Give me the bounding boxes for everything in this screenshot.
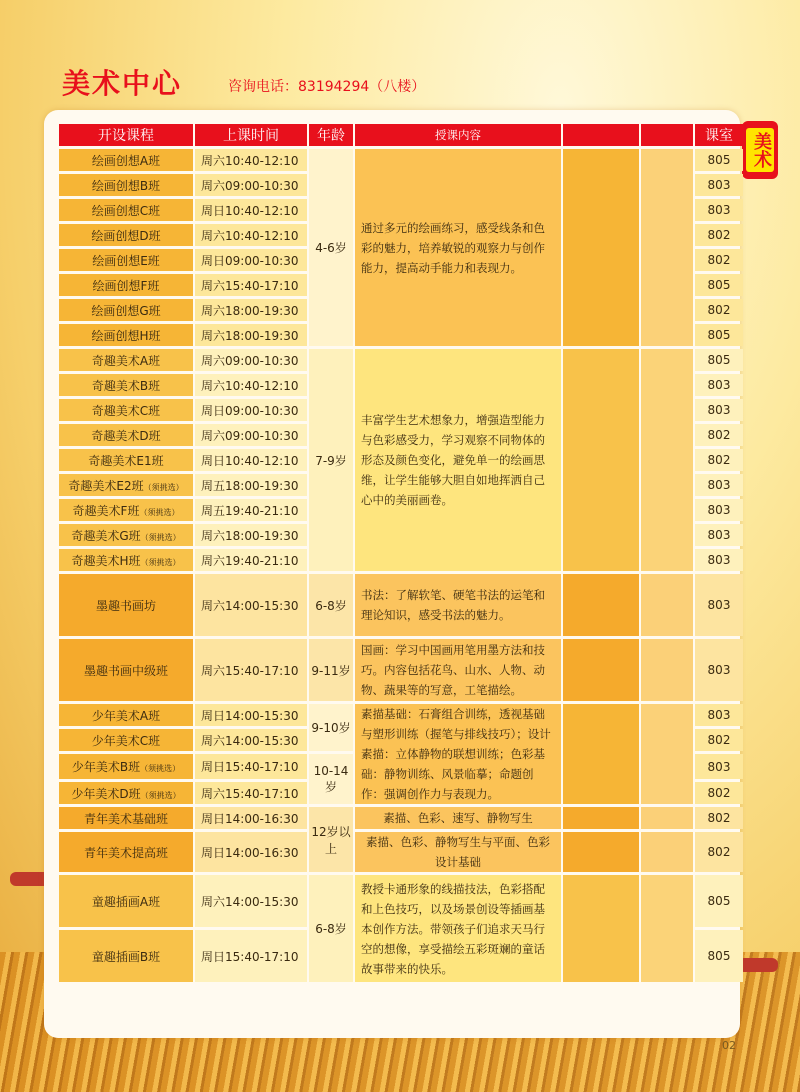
- header-blank-2: [641, 124, 693, 146]
- blank-column: [641, 349, 693, 571]
- classroom-number: 805: [695, 274, 743, 296]
- course-name: [59, 424, 193, 446]
- age-range: 6-8岁: [309, 574, 353, 636]
- course-description: 教授卡通形象的线描技法，色彩搭配和上色技巧，以及场景创设等插画基本创作方法。带领孩子们追求天马行空的想像，享受描绘五彩斑斓的童话故事带来的快乐。: [355, 875, 561, 982]
- table-row: [59, 875, 743, 927]
- selection-note: （须挑选）: [140, 532, 181, 542]
- course-name: [59, 499, 193, 521]
- course-name-text: 青年美术基础班: [83, 811, 168, 826]
- course-name: [59, 639, 193, 701]
- course-name-text: 奇趣美术B班: [91, 378, 161, 393]
- class-time: 周六10:40-12:10: [195, 374, 307, 396]
- blank-column: [563, 704, 639, 804]
- class-time: 周五19:40-21:10: [195, 499, 307, 521]
- class-time: 周六14:00-15:30: [195, 729, 307, 751]
- course-name-text: 奇趣美术G班: [71, 528, 141, 543]
- selection-note: （须挑选）: [143, 482, 184, 492]
- course-name-text: 青年美术提高班: [83, 845, 168, 860]
- course-name: [59, 875, 193, 927]
- class-time: 周六10:40-12:10: [195, 224, 307, 246]
- classroom-number: 803: [695, 754, 743, 779]
- selection-note: （须挑选）: [140, 764, 181, 773]
- blank-column: [563, 875, 639, 982]
- course-name-text: 奇趣美术F班: [72, 503, 140, 518]
- course-schedule-table: [57, 121, 745, 985]
- header-age: 年龄: [309, 124, 353, 146]
- course-name-text: 绘画创想H班: [91, 328, 161, 343]
- blank-column: [641, 704, 693, 804]
- blank-column: [641, 639, 693, 701]
- course-name: [59, 274, 193, 296]
- course-name: [59, 782, 193, 804]
- classroom-number: 803: [695, 199, 743, 221]
- classroom-number: 805: [695, 875, 743, 927]
- course-name: [59, 299, 193, 321]
- blank-column: [641, 832, 693, 872]
- age-range: 7-9岁: [309, 349, 353, 571]
- course-name-text: 少年美术A班: [91, 708, 161, 723]
- age-range: 9-11岁: [309, 639, 353, 701]
- course-name: [59, 704, 193, 726]
- course-description: 国画：学习中国画用笔用墨方法和技巧。内容包括花鸟、山水、人物、动物、蔬果等的写意，工笔描绘。: [355, 639, 561, 701]
- classroom-number: 802: [695, 249, 743, 271]
- course-name: [59, 549, 193, 571]
- course-description: 通过多元的绘画练习，感受线条和色彩的魅力，培养敏锐的观察力与创作能力，提高动手能力和表现力。: [355, 149, 561, 346]
- class-time: 周日15:40-17:10: [195, 754, 307, 779]
- class-time: 周六14:00-15:30: [195, 574, 307, 636]
- course-name: [59, 349, 193, 371]
- classroom-number: 803: [695, 639, 743, 701]
- page-number: 02: [722, 1039, 736, 1052]
- blank-column: [641, 574, 693, 636]
- course-name: [59, 324, 193, 346]
- course-name-text: 绘画创想B班: [91, 178, 161, 193]
- table-row: [59, 704, 743, 726]
- selection-note: （须挑选）: [139, 507, 180, 517]
- class-time: 周六15:40-17:10: [195, 782, 307, 804]
- blank-column: [563, 149, 639, 346]
- classroom-number: 802: [695, 807, 743, 829]
- course-name: [59, 174, 193, 196]
- header-blank-1: [563, 124, 639, 146]
- course-name: [59, 807, 193, 829]
- course-name-text: 奇趣美术E2班: [68, 478, 144, 493]
- age-range: 4-6岁: [309, 149, 353, 346]
- classroom-number: 803: [695, 524, 743, 546]
- course-name: [59, 224, 193, 246]
- class-time: 周五18:00-19:30: [195, 474, 307, 496]
- class-time: 周六09:00-10:30: [195, 424, 307, 446]
- class-time: 周六19:40-21:10: [195, 549, 307, 571]
- course-name-text: 绘画创想A班: [91, 153, 161, 168]
- classroom-number: 803: [695, 499, 743, 521]
- section-tab: [742, 121, 778, 179]
- table-row: [59, 639, 743, 701]
- table-row: [59, 149, 743, 171]
- class-time: 周六18:00-19:30: [195, 324, 307, 346]
- classroom-number: 803: [695, 474, 743, 496]
- class-time: 周六14:00-15:30: [195, 875, 307, 927]
- course-name-text: 少年美术B班: [71, 760, 141, 774]
- course-name-text: 少年美术D班: [71, 786, 141, 801]
- class-time: 周六15:40-17:10: [195, 274, 307, 296]
- header-room: 课室: [695, 124, 743, 146]
- course-name: [59, 149, 193, 171]
- classroom-number: 805: [695, 149, 743, 171]
- course-name: [59, 249, 193, 271]
- course-name: [59, 930, 193, 982]
- course-name-text: 绘画创想C班: [91, 203, 161, 218]
- blank-column: [641, 807, 693, 829]
- classroom-number: 805: [695, 349, 743, 371]
- classroom-number: 802: [695, 782, 743, 804]
- blank-column: [563, 349, 639, 571]
- course-name: [59, 574, 193, 636]
- contact-phone: 咨询电话：83194294（八楼）: [228, 79, 426, 95]
- class-time: 周日14:00-16:30: [195, 807, 307, 829]
- classroom-number: 803: [695, 174, 743, 196]
- class-time: 周日14:00-16:30: [195, 832, 307, 872]
- blank-column: [563, 639, 639, 701]
- classroom-number: 802: [695, 224, 743, 246]
- class-time: 周日14:00-15:30: [195, 704, 307, 726]
- blank-column: [563, 807, 639, 829]
- course-name: [59, 399, 193, 421]
- course-name-text: 绘画创想E班: [92, 253, 160, 268]
- classroom-number: 802: [695, 729, 743, 751]
- table-row: [59, 832, 743, 872]
- blank-column: [641, 875, 693, 982]
- course-description: 素描、色彩、静物写生与平面、色彩设计基础: [355, 832, 561, 872]
- class-time: 周六18:00-19:30: [195, 299, 307, 321]
- course-name-text: 绘画创想G班: [91, 303, 161, 318]
- class-time: 周日15:40-17:10: [195, 930, 307, 982]
- course-description: 书法：了解软笔、硬笔书法的运笔和理论知识，感受书法的魅力。: [355, 574, 561, 636]
- course-name-text: 童趣插画B班: [91, 949, 161, 964]
- course-name-text: 奇趣美术E1班: [88, 453, 164, 468]
- blank-column: [563, 832, 639, 872]
- table-row: [59, 574, 743, 636]
- header-time: 上课时间: [195, 124, 307, 146]
- course-name-text: 绘画创想F班: [92, 278, 160, 293]
- header-course: 开设课程: [59, 124, 193, 146]
- section-tab-label: 美术: [746, 128, 774, 172]
- course-name-text: 奇趣美术H班: [71, 553, 141, 568]
- class-time: 周六09:00-10:30: [195, 174, 307, 196]
- class-time: 周日10:40-12:10: [195, 449, 307, 471]
- course-name-text: 绘画创想D班: [91, 228, 161, 243]
- classroom-number: 805: [695, 324, 743, 346]
- course-name: [59, 474, 193, 496]
- classroom-number: 802: [695, 424, 743, 446]
- course-description: 丰富学生艺术想象力，增强造型能力与色彩感受力，学习观察不同物体的形态及颜色变化，避免单一的绘画思维，让学生能够大胆自如地挥洒自己心中的美丽画卷。: [355, 349, 561, 571]
- classroom-number: 805: [695, 930, 743, 982]
- course-name: [59, 449, 193, 471]
- course-name-text: 童趣插画A班: [91, 894, 161, 909]
- course-name: [59, 754, 193, 779]
- age-range: 6-8岁: [309, 875, 353, 982]
- blank-column: [641, 149, 693, 346]
- age-range: 12岁以上: [309, 807, 353, 872]
- course-name-text: 墨趣书画坊: [95, 598, 156, 613]
- course-name: [59, 374, 193, 396]
- classroom-number: 803: [695, 704, 743, 726]
- course-name-text: 奇趣美术A班: [91, 353, 161, 368]
- header-content: 授课内容: [355, 124, 561, 146]
- course-name-text: 奇趣美术D班: [91, 428, 161, 443]
- course-name-text: 墨趣书画中级班: [83, 663, 168, 678]
- classroom-number: 803: [695, 549, 743, 571]
- page-title: 美术中心: [62, 67, 183, 100]
- class-time: 周六15:40-17:10: [195, 639, 307, 701]
- classroom-number: 803: [695, 374, 743, 396]
- classroom-number: 802: [695, 299, 743, 321]
- course-description: 素描、色彩、速写、静物写生: [355, 807, 561, 829]
- age-range: 10-14岁: [309, 754, 353, 804]
- class-time: 周六09:00-10:30: [195, 349, 307, 371]
- age-range: 9-10岁: [309, 704, 353, 751]
- course-name: [59, 524, 193, 546]
- class-time: 周六18:00-19:30: [195, 524, 307, 546]
- table-row: [59, 807, 743, 829]
- course-name: [59, 832, 193, 872]
- table-header-row: [59, 124, 743, 146]
- classroom-number: 802: [695, 449, 743, 471]
- selection-note: （须挑选）: [140, 790, 181, 800]
- course-name: [59, 199, 193, 221]
- class-time: 周日09:00-10:30: [195, 249, 307, 271]
- course-description: 素描基础：石膏组合训练，透视基础与塑形训练（握笔与排线技巧）；设计素描：立体静物的联想训练；色彩基础：静物训练、风景临摹；命题创作：强调创作力与表现力。: [355, 704, 561, 804]
- course-name-text: 少年美术C班: [91, 733, 161, 748]
- selection-note: （须挑选）: [140, 557, 181, 567]
- course-name-text: 奇趣美术C班: [91, 403, 161, 418]
- class-time: 周日10:40-12:10: [195, 199, 307, 221]
- class-time: 周日09:00-10:30: [195, 399, 307, 421]
- table-row: [59, 349, 743, 371]
- class-time: 周六10:40-12:10: [195, 149, 307, 171]
- classroom-number: 802: [695, 832, 743, 872]
- blank-column: [563, 574, 639, 636]
- classroom-number: 803: [695, 574, 743, 636]
- classroom-number: 803: [695, 399, 743, 421]
- course-name: [59, 729, 193, 751]
